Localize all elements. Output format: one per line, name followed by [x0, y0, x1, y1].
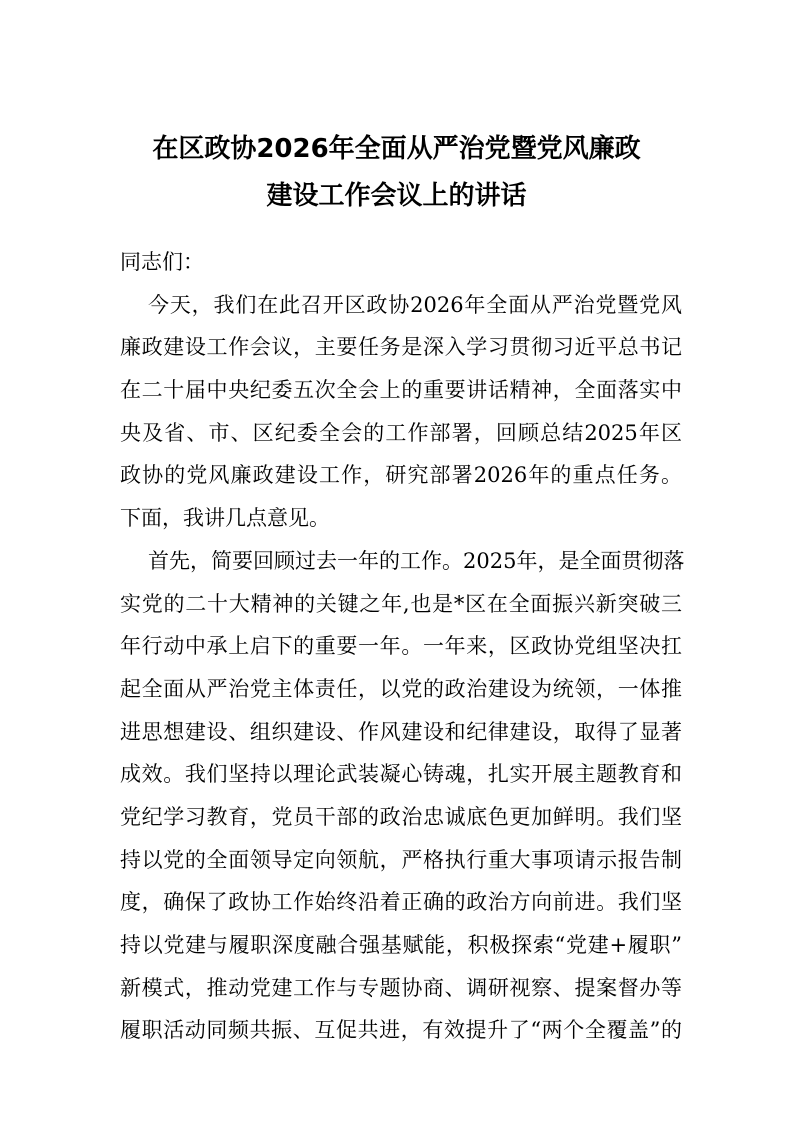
- text-line: 在二十届中央纪委五次全会上的重要讲话精神，全面落实中: [120, 378, 682, 403]
- text-line: 成效。我们坚持以理论武装凝心铸魂，扎实开展主题教育和: [120, 762, 682, 787]
- text-line: 今天，我们在此召开区政协2026年全面从严治党暨党风: [148, 292, 682, 317]
- text-line: 新模式，推动党建工作与专题协商、调研视察、提案督办等: [120, 975, 682, 1000]
- text-line: 廉政建设工作会议，主要任务是深入学习贯彻习近平总书记: [120, 335, 682, 360]
- document-title-line-1: 在区政协2026年全面从严治党暨党风廉政: [152, 134, 641, 164]
- document-body: [120, 246, 685, 1057]
- paragraph-intro: [120, 289, 682, 545]
- paragraph-review: [120, 545, 685, 1057]
- text-line: 首先，简要回顾过去一年的工作。2025年，是全面贯彻落: [148, 548, 685, 573]
- document-title-line-2: 建设工作会议上的讲话: [266, 181, 527, 211]
- text-line: 履职活动同频共振、互促共进，有效提升了“两个全覆盖”的: [120, 1018, 682, 1043]
- text-line: 起全面从严治党主体责任，以党的政治建设为统领，一体推: [120, 676, 682, 701]
- salutation: 同志们：: [120, 250, 204, 274]
- text-line: 央及省、市、区纪委全会的工作部署，回顾总结2025年区: [120, 420, 682, 445]
- text-line: 持以党建与履职深度融合强基赋能，积极探索“党建+履职”: [120, 933, 682, 957]
- text-line: 政协的党风廉政建设工作，研究部署2026年的重点任务。: [120, 463, 682, 488]
- text-line: 度，确保了政协工作始终沿着正确的政治方向前进。我们坚: [120, 890, 682, 915]
- text-line: 实党的二十大精神的关键之年,也是*区在全面振兴新突破三: [120, 591, 682, 616]
- text-line: 党纪学习教育，党员干部的政治忠诚底色更加鲜明。我们坚: [120, 804, 682, 829]
- text-line: 持以党的全面领导定向领航，严格执行重大事项请示报告制: [120, 847, 682, 872]
- text-line: 年行动中承上启下的重要一年。一年来，区政协党组坚决扛: [120, 634, 682, 659]
- text-line: 进思想建设、组织建设、作风建设和纪律建设，取得了显著: [120, 719, 682, 744]
- text-line: 下面，我讲几点意见。: [120, 506, 330, 531]
